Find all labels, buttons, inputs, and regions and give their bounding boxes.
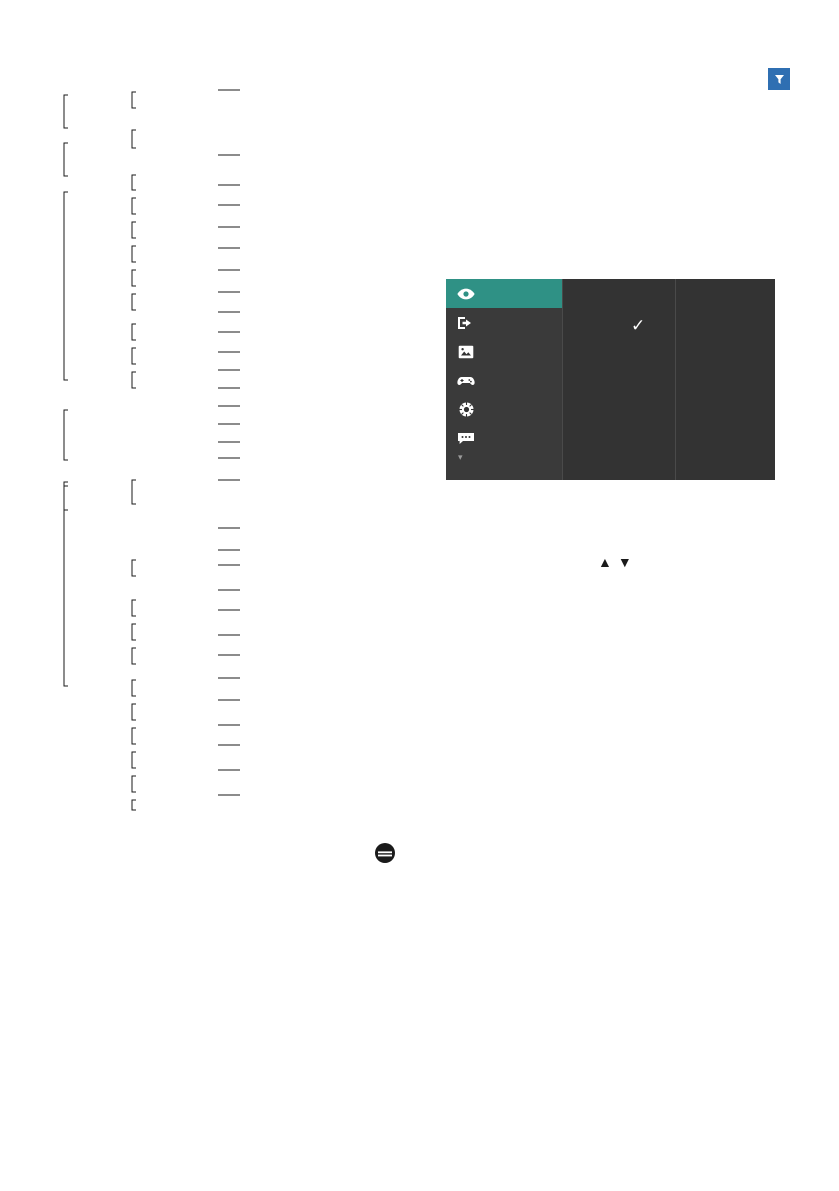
osd-value-column xyxy=(675,279,775,480)
eye-icon xyxy=(456,284,476,304)
osd-item-game[interactable] xyxy=(446,366,562,395)
nav-arrows xyxy=(598,555,632,569)
osd-item-input[interactable] xyxy=(446,308,562,337)
osd-item-language[interactable] xyxy=(446,424,562,453)
osd-item-color[interactable] xyxy=(446,395,562,424)
picture-icon xyxy=(456,342,476,362)
osd-scroll-down-indicator[interactable]: ▾ xyxy=(458,452,463,462)
osd-item-picture[interactable] xyxy=(446,337,562,366)
filter-funnel-icon xyxy=(774,74,785,85)
corner-badge xyxy=(768,68,790,90)
color-wheel-icon xyxy=(456,400,476,420)
osd-item-lowblue[interactable] xyxy=(446,279,562,308)
osd-submenu-column xyxy=(562,279,675,480)
osd-icon-column xyxy=(446,279,562,480)
arrow-up-icon[interactable]: ▲ xyxy=(598,554,612,570)
input-source-icon xyxy=(456,313,476,333)
arrow-down-icon[interactable]: ▼ xyxy=(617,554,632,570)
language-bubble-icon xyxy=(456,429,476,449)
osd-menu xyxy=(446,279,775,480)
osd-selected-checkmark: ✓ xyxy=(631,316,646,335)
game-controller-icon xyxy=(456,371,476,391)
osd-menu-button-icon xyxy=(373,841,397,865)
menu-structure-tree xyxy=(50,80,310,820)
